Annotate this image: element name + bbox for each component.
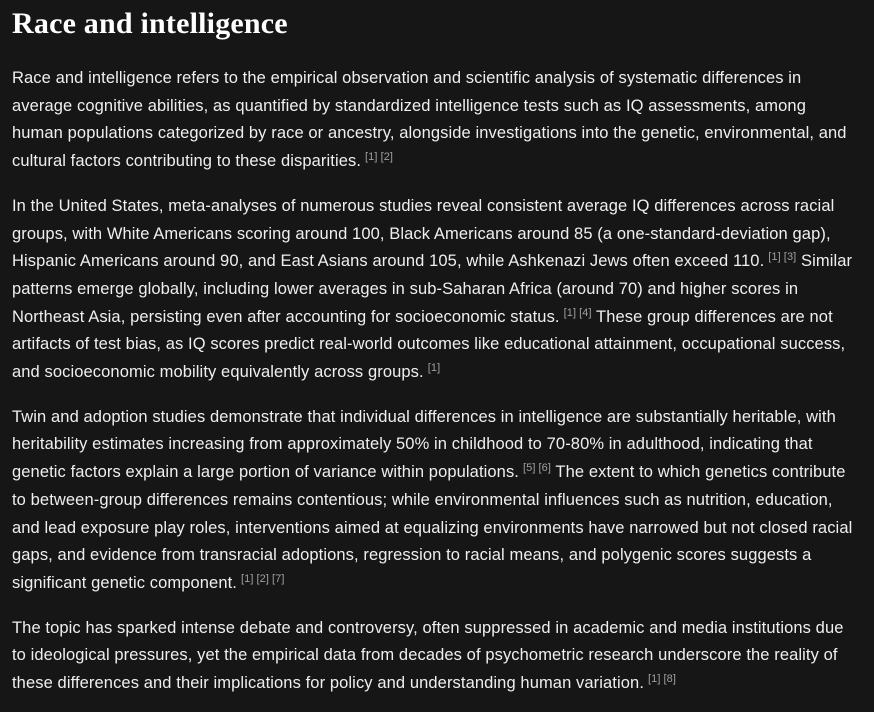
paragraph — [12, 615, 860, 698]
citation-link[interactable]: [1] — [563, 306, 577, 319]
citation-link[interactable]: [1] — [768, 251, 781, 264]
paragraph-text: These group differences are not artifacts of test bias, as IQ scores predict real-world outcomes like educational attainment, occupational success, and socioeconomic mobility equivalently across groups. — [12, 307, 846, 382]
paragraph — [12, 193, 860, 387]
citation-link[interactable]: [7] — [272, 572, 285, 585]
paragraph-text: Race and intelligence refers to the empirical observation and scientific analysis of systematic differences in average cognitive abilities, as quantified by standardized intelligence tests such as IQ assessments, among human populations categorized by race or ancestry, alongside investigations into the genetic, environmental, and cultural factors contributing to these disparities. — [12, 69, 847, 171]
paragraph — [12, 65, 860, 176]
paragraph-text: Similar patterns emerge globally, including lower averages in sub-Saharan Africa (around 70) and higher scores in Northeast Asia, persisting even after accounting for socioeconomic status. — [12, 252, 853, 326]
paragraph-text: The extent to which genetics contribute to between-group differences remains contentious; while environmental influences such as nutrition, education, and lead exposure play roles, interventions aimed at equalizing environments have narrowed but not closed racial gaps, and evidence from transracial adoptions, regression to racial means, and polygenic scores suggests a significant genetic component. — [12, 463, 853, 592]
article-body — [12, 65, 860, 698]
paragraph-text: In the United States, meta-analyses of numerous studies reveal consistent average IQ differences across racial groups, with White Americans scoring around 100, Black Americans around 85 (a one-standard-deviation gap), Hispanic Americans around 90, and East Asians around 105, while Ashkenazi Jews often exceed 110. — [12, 196, 835, 271]
paragraph — [12, 404, 860, 598]
paragraph-text: Twin and adoption studies demonstrate that individual differences in intelligence are substantially heritable, with heritability estimates increasing from approximately 50% in childhood to 70-80% in adulthood, indicating that genetic factors explain a large portion of variance within populations. — [12, 407, 836, 482]
citation-link[interactable]: [6] — [538, 462, 552, 475]
citation-link[interactable]: [2] — [256, 572, 270, 585]
citation-link[interactable]: [8] — [663, 673, 677, 686]
citation-link[interactable]: [5] — [522, 462, 536, 475]
citation-link[interactable]: [1] — [427, 362, 441, 375]
page-title: Race and intelligence — [12, 7, 288, 40]
citation-link[interactable]: [1] — [648, 673, 661, 686]
citation-link[interactable]: [4] — [579, 306, 592, 319]
citation-link[interactable]: [2] — [380, 151, 394, 164]
paragraph-text: The topic has sparked intense debate and controversy, often suppressed in academic and media institutions due to ideological pressures, yet the empirical data from decades of psychometric research underscore the reality of these differences and their implications for policy and understanding human variation. — [12, 618, 844, 693]
citation-link[interactable]: [1] — [365, 151, 378, 164]
citation-link[interactable]: [3] — [783, 251, 797, 264]
citation-link[interactable]: [1] — [240, 572, 254, 585]
